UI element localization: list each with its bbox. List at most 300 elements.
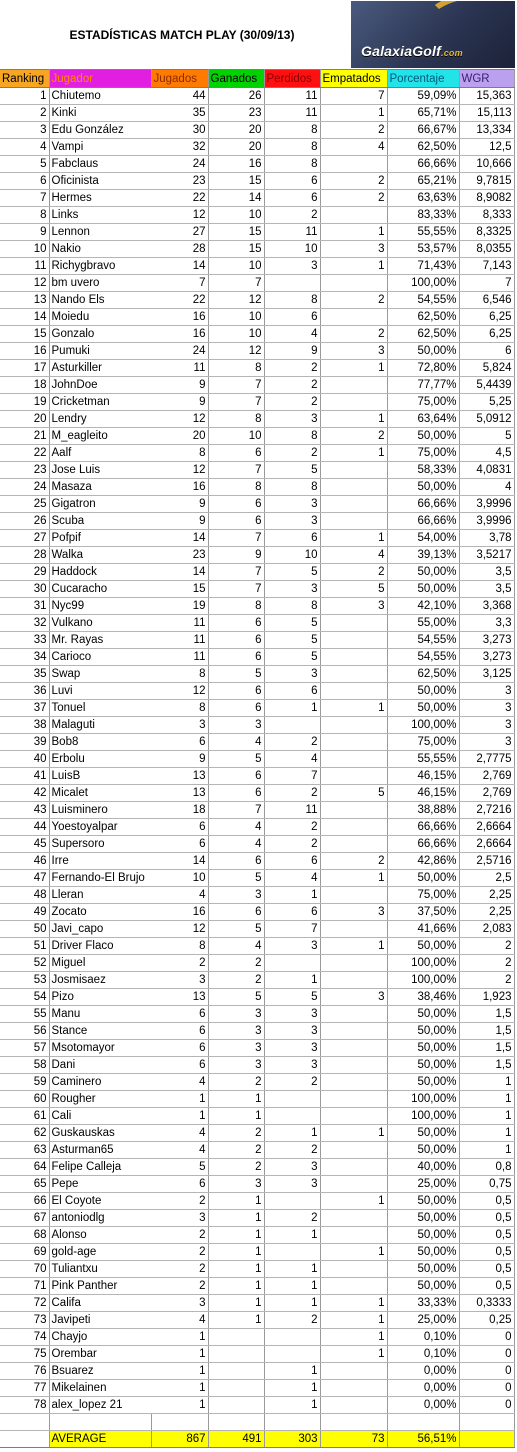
cell-played[interactable]: 16	[151, 904, 208, 921]
cell-played[interactable]: 9	[151, 394, 208, 411]
cell-tied[interactable]	[320, 275, 387, 292]
cell-played[interactable]: 8	[151, 938, 208, 955]
cell-rank[interactable]: 55	[0, 1006, 49, 1023]
cell-won[interactable]: 8	[208, 411, 264, 428]
cell-played[interactable]: 30	[151, 122, 208, 139]
cell-won[interactable]: 6	[208, 683, 264, 700]
cell-lost[interactable]: 1	[264, 1380, 320, 1397]
cell-lost[interactable]: 1	[264, 1261, 320, 1278]
cell-percentage[interactable]: 50,00%	[387, 700, 459, 717]
cell-rank[interactable]: 64	[0, 1159, 49, 1176]
cell-wgr[interactable]: 2	[459, 955, 514, 972]
cell-rank[interactable]: 62	[0, 1125, 49, 1142]
cell-percentage[interactable]: 50,00%	[387, 1193, 459, 1210]
cell-lost[interactable]	[264, 717, 320, 734]
cell-percentage[interactable]: 53,57%	[387, 241, 459, 258]
cell-lost[interactable]: 3	[264, 496, 320, 513]
empty-cell[interactable]	[0, 1414, 49, 1431]
cell-percentage[interactable]: 77,77%	[387, 377, 459, 394]
cell-won[interactable]: 1	[208, 1278, 264, 1295]
cell-won[interactable]: 6	[208, 700, 264, 717]
empty-cell[interactable]	[459, 1414, 514, 1431]
cell-lost[interactable]	[264, 1091, 320, 1108]
cell-won[interactable]: 2	[208, 955, 264, 972]
cell-player[interactable]: Asturkiller	[49, 360, 151, 377]
cell-player[interactable]: Lleran	[49, 887, 151, 904]
cell-tied[interactable]	[320, 1091, 387, 1108]
cell-played[interactable]: 12	[151, 411, 208, 428]
cell-percentage[interactable]: 39,13%	[387, 547, 459, 564]
cell-tied[interactable]: 2	[320, 173, 387, 190]
cell-won[interactable]: 2	[208, 972, 264, 989]
cell-wgr[interactable]: 15,113	[459, 105, 514, 122]
cell-wgr[interactable]: 0,75	[459, 1176, 514, 1193]
cell-lost[interactable]: 11	[264, 88, 320, 105]
cell-played[interactable]: 3	[151, 1295, 208, 1312]
cell-won[interactable]: 4	[208, 819, 264, 836]
cell-tied[interactable]	[320, 1108, 387, 1125]
cell-won[interactable]: 1	[208, 1108, 264, 1125]
cell-won[interactable]: 1	[208, 1210, 264, 1227]
cell-won[interactable]: 15	[208, 241, 264, 258]
cell-tied[interactable]	[320, 1023, 387, 1040]
cell-tied[interactable]	[320, 207, 387, 224]
cell-percentage[interactable]: 100,00%	[387, 1091, 459, 1108]
col-header-lost[interactable]: Perdidos	[264, 70, 320, 88]
cell-tied[interactable]: 2	[320, 122, 387, 139]
cell-rank[interactable]: 53	[0, 972, 49, 989]
cell-tied[interactable]	[320, 1261, 387, 1278]
cell-tied[interactable]: 1	[320, 1329, 387, 1346]
cell-won[interactable]: 6	[208, 632, 264, 649]
cell-rank[interactable]: 23	[0, 462, 49, 479]
cell-lost[interactable]: 1	[264, 972, 320, 989]
cell-won[interactable]: 6	[208, 649, 264, 666]
cell-percentage[interactable]: 50,00%	[387, 1142, 459, 1159]
cell-player[interactable]: Vulkano	[49, 615, 151, 632]
cell-percentage[interactable]: 66,66%	[387, 819, 459, 836]
cell-lost[interactable]: 8	[264, 598, 320, 615]
average-played[interactable]: 867	[151, 1431, 208, 1448]
cell-wgr[interactable]: 3,5217	[459, 547, 514, 564]
cell-wgr[interactable]: 8,3325	[459, 224, 514, 241]
cell-won[interactable]: 3	[208, 1023, 264, 1040]
cell-player[interactable]: Califa	[49, 1295, 151, 1312]
cell-wgr[interactable]: 8,9082	[459, 190, 514, 207]
cell-player[interactable]: Cali	[49, 1108, 151, 1125]
cell-player[interactable]: Micalet	[49, 785, 151, 802]
cell-lost[interactable]	[264, 1244, 320, 1261]
cell-percentage[interactable]: 50,00%	[387, 1125, 459, 1142]
cell-lost[interactable]: 1	[264, 1125, 320, 1142]
cell-wgr[interactable]: 0,5	[459, 1244, 514, 1261]
cell-played[interactable]: 14	[151, 530, 208, 547]
cell-wgr[interactable]: 13,334	[459, 122, 514, 139]
cell-rank[interactable]: 58	[0, 1057, 49, 1074]
cell-played[interactable]: 6	[151, 1023, 208, 1040]
cell-percentage[interactable]: 66,66%	[387, 156, 459, 173]
cell-wgr[interactable]: 2,5716	[459, 853, 514, 870]
cell-won[interactable]: 10	[208, 428, 264, 445]
cell-won[interactable]: 6	[208, 904, 264, 921]
cell-won[interactable]: 1	[208, 1091, 264, 1108]
cell-played[interactable]: 9	[151, 751, 208, 768]
cell-tied[interactable]: 1	[320, 1125, 387, 1142]
cell-wgr[interactable]: 4,5	[459, 445, 514, 462]
cell-tied[interactable]	[320, 955, 387, 972]
cell-lost[interactable]: 6	[264, 190, 320, 207]
cell-tied[interactable]	[320, 1057, 387, 1074]
cell-lost[interactable]: 3	[264, 938, 320, 955]
cell-lost[interactable]: 3	[264, 513, 320, 530]
cell-played[interactable]: 13	[151, 989, 208, 1006]
cell-player[interactable]: Kinki	[49, 105, 151, 122]
cell-played[interactable]: 4	[151, 1074, 208, 1091]
cell-wgr[interactable]: 0,5	[459, 1278, 514, 1295]
cell-won[interactable]: 10	[208, 258, 264, 275]
cell-played[interactable]: 2	[151, 955, 208, 972]
cell-won[interactable]: 3	[208, 1057, 264, 1074]
cell-player[interactable]: Miguel	[49, 955, 151, 972]
cell-player[interactable]: Jose Luis	[49, 462, 151, 479]
cell-player[interactable]: Yoestoyalpar	[49, 819, 151, 836]
col-header-won[interactable]: Ganados	[208, 70, 264, 88]
cell-played[interactable]: 20	[151, 428, 208, 445]
cell-won[interactable]	[208, 1397, 264, 1414]
cell-won[interactable]: 1	[208, 1244, 264, 1261]
cell-tied[interactable]	[320, 1142, 387, 1159]
cell-tied[interactable]	[320, 462, 387, 479]
cell-wgr[interactable]: 2,25	[459, 887, 514, 904]
cell-lost[interactable]: 6	[264, 683, 320, 700]
cell-played[interactable]: 9	[151, 377, 208, 394]
cell-percentage[interactable]: 66,66%	[387, 496, 459, 513]
cell-won[interactable]: 12	[208, 343, 264, 360]
cell-wgr[interactable]: 3,368	[459, 598, 514, 615]
col-header-player[interactable]: Jugador	[49, 70, 151, 88]
cell-wgr[interactable]: 1	[459, 1125, 514, 1142]
cell-tied[interactable]	[320, 683, 387, 700]
cell-rank[interactable]: 25	[0, 496, 49, 513]
cell-played[interactable]: 27	[151, 224, 208, 241]
cell-tied[interactable]	[320, 1006, 387, 1023]
cell-wgr[interactable]: 2,7216	[459, 802, 514, 819]
cell-lost[interactable]: 8	[264, 139, 320, 156]
cell-won[interactable]: 5	[208, 870, 264, 887]
cell-lost[interactable]: 11	[264, 802, 320, 819]
cell-lost[interactable]: 8	[264, 428, 320, 445]
cell-tied[interactable]: 1	[320, 870, 387, 887]
cell-won[interactable]: 1	[208, 1193, 264, 1210]
cell-played[interactable]: 6	[151, 1057, 208, 1074]
cell-percentage[interactable]: 50,00%	[387, 479, 459, 496]
cell-percentage[interactable]: 50,00%	[387, 428, 459, 445]
cell-won[interactable]: 9	[208, 547, 264, 564]
cell-tied[interactable]	[320, 1227, 387, 1244]
cell-played[interactable]: 1	[151, 1091, 208, 1108]
cell-lost[interactable]: 5	[264, 632, 320, 649]
cell-tied[interactable]	[320, 1363, 387, 1380]
cell-percentage[interactable]: 42,86%	[387, 853, 459, 870]
cell-lost[interactable]: 2	[264, 785, 320, 802]
cell-lost[interactable]: 2	[264, 377, 320, 394]
cell-player[interactable]: Nakio	[49, 241, 151, 258]
cell-tied[interactable]	[320, 768, 387, 785]
cell-tied[interactable]	[320, 802, 387, 819]
cell-player[interactable]: Tonuel	[49, 700, 151, 717]
cell-rank[interactable]: 44	[0, 819, 49, 836]
cell-tied[interactable]: 1	[320, 1193, 387, 1210]
cell-tied[interactable]	[320, 751, 387, 768]
cell-rank[interactable]: 32	[0, 615, 49, 632]
cell-percentage[interactable]: 66,66%	[387, 513, 459, 530]
cell-tied[interactable]: 1	[320, 105, 387, 122]
cell-lost[interactable]: 9	[264, 343, 320, 360]
cell-lost[interactable]: 2	[264, 1074, 320, 1091]
cell-percentage[interactable]: 66,67%	[387, 122, 459, 139]
cell-played[interactable]: 24	[151, 343, 208, 360]
cell-percentage[interactable]: 50,00%	[387, 564, 459, 581]
cell-rank[interactable]: 18	[0, 377, 49, 394]
cell-player[interactable]: Gigatron	[49, 496, 151, 513]
cell-rank[interactable]: 33	[0, 632, 49, 649]
cell-played[interactable]: 1	[151, 1363, 208, 1380]
cell-played[interactable]: 6	[151, 819, 208, 836]
cell-rank[interactable]: 20	[0, 411, 49, 428]
cell-player[interactable]: Moiedu	[49, 309, 151, 326]
cell-lost[interactable]: 6	[264, 853, 320, 870]
cell-wgr[interactable]: 5,824	[459, 360, 514, 377]
cell-rank[interactable]: 36	[0, 683, 49, 700]
cell-played[interactable]: 13	[151, 785, 208, 802]
cell-won[interactable]: 1	[208, 1261, 264, 1278]
cell-lost[interactable]: 11	[264, 224, 320, 241]
cell-wgr[interactable]: 1	[459, 1074, 514, 1091]
cell-won[interactable]: 6	[208, 768, 264, 785]
cell-percentage[interactable]: 100,00%	[387, 1108, 459, 1125]
average-label[interactable]: AVERAGE	[49, 1431, 151, 1448]
cell-lost[interactable]: 6	[264, 173, 320, 190]
cell-wgr[interactable]: 1,5	[459, 1057, 514, 1074]
cell-lost[interactable]: 2	[264, 1312, 320, 1329]
cell-rank[interactable]: 5	[0, 156, 49, 173]
cell-won[interactable]: 5	[208, 989, 264, 1006]
cell-rank[interactable]: 21	[0, 428, 49, 445]
cell-rank[interactable]: 7	[0, 190, 49, 207]
cell-wgr[interactable]: 6,546	[459, 292, 514, 309]
cell-player[interactable]: Nyc99	[49, 598, 151, 615]
cell-player[interactable]: M_eagleito	[49, 428, 151, 445]
cell-player[interactable]: antoniodlg	[49, 1210, 151, 1227]
cell-percentage[interactable]: 50,00%	[387, 1244, 459, 1261]
cell-rank[interactable]: 71	[0, 1278, 49, 1295]
cell-percentage[interactable]: 83,33%	[387, 207, 459, 224]
cell-lost[interactable]: 1	[264, 887, 320, 904]
empty-cell[interactable]	[264, 1414, 320, 1431]
cell-wgr[interactable]: 3	[459, 717, 514, 734]
cell-lost[interactable]: 7	[264, 921, 320, 938]
cell-rank[interactable]: 13	[0, 292, 49, 309]
cell-wgr[interactable]: 0,5	[459, 1193, 514, 1210]
cell-tied[interactable]	[320, 479, 387, 496]
cell-played[interactable]: 23	[151, 173, 208, 190]
cell-played[interactable]: 9	[151, 496, 208, 513]
cell-rank[interactable]: 40	[0, 751, 49, 768]
cell-won[interactable]: 10	[208, 326, 264, 343]
cell-wgr[interactable]: 1	[459, 1091, 514, 1108]
cell-played[interactable]: 12	[151, 207, 208, 224]
cell-rank[interactable]: 50	[0, 921, 49, 938]
cell-player[interactable]: Rougher	[49, 1091, 151, 1108]
cell-rank[interactable]: 8	[0, 207, 49, 224]
cell-player[interactable]: Edu González	[49, 122, 151, 139]
cell-played[interactable]: 23	[151, 547, 208, 564]
cell-wgr[interactable]: 3,5	[459, 581, 514, 598]
cell-percentage[interactable]: 40,00%	[387, 1159, 459, 1176]
cell-played[interactable]: 14	[151, 564, 208, 581]
cell-rank[interactable]: 1	[0, 88, 49, 105]
cell-tied[interactable]: 1	[320, 1346, 387, 1363]
cell-player[interactable]: Links	[49, 207, 151, 224]
cell-percentage[interactable]: 25,00%	[387, 1176, 459, 1193]
cell-player[interactable]: LuisB	[49, 768, 151, 785]
cell-wgr[interactable]: 0,8	[459, 1159, 514, 1176]
cell-rank[interactable]: 10	[0, 241, 49, 258]
cell-percentage[interactable]: 59,09%	[387, 88, 459, 105]
cell-rank[interactable]: 66	[0, 1193, 49, 1210]
cell-won[interactable]: 3	[208, 717, 264, 734]
cell-percentage[interactable]: 50,00%	[387, 1210, 459, 1227]
cell-rank[interactable]: 42	[0, 785, 49, 802]
cell-percentage[interactable]: 54,00%	[387, 530, 459, 547]
cell-wgr[interactable]: 0	[459, 1380, 514, 1397]
cell-player[interactable]: Guskauskas	[49, 1125, 151, 1142]
cell-played[interactable]: 10	[151, 870, 208, 887]
cell-lost[interactable]: 2	[264, 836, 320, 853]
cell-lost[interactable]: 3	[264, 258, 320, 275]
cell-played[interactable]: 6	[151, 734, 208, 751]
cell-wgr[interactable]: 2,769	[459, 768, 514, 785]
cell-tied[interactable]	[320, 649, 387, 666]
cell-played[interactable]: 14	[151, 258, 208, 275]
cell-rank[interactable]: 37	[0, 700, 49, 717]
cell-tied[interactable]	[320, 921, 387, 938]
cell-lost[interactable]	[264, 1108, 320, 1125]
cell-rank[interactable]: 45	[0, 836, 49, 853]
cell-percentage[interactable]: 46,15%	[387, 768, 459, 785]
empty-cell[interactable]	[49, 1414, 151, 1431]
cell-player[interactable]: Swap	[49, 666, 151, 683]
cell-percentage[interactable]: 50,00%	[387, 938, 459, 955]
cell-lost[interactable]: 5	[264, 564, 320, 581]
cell-player[interactable]: Chayjo	[49, 1329, 151, 1346]
cell-percentage[interactable]: 75,00%	[387, 887, 459, 904]
cell-percentage[interactable]: 38,88%	[387, 802, 459, 819]
cell-rank[interactable]: 72	[0, 1295, 49, 1312]
cell-rank[interactable]: 35	[0, 666, 49, 683]
cell-tied[interactable]: 7	[320, 88, 387, 105]
cell-rank[interactable]: 19	[0, 394, 49, 411]
cell-percentage[interactable]: 62,50%	[387, 666, 459, 683]
cell-tied[interactable]	[320, 1074, 387, 1091]
cell-wgr[interactable]: 3,273	[459, 632, 514, 649]
cell-rank[interactable]: 38	[0, 717, 49, 734]
cell-wgr[interactable]: 3,5	[459, 564, 514, 581]
cell-tied[interactable]: 4	[320, 139, 387, 156]
cell-player[interactable]: Carioco	[49, 649, 151, 666]
cell-played[interactable]: 2	[151, 1193, 208, 1210]
cell-played[interactable]: 8	[151, 445, 208, 462]
cell-played[interactable]: 22	[151, 292, 208, 309]
cell-played[interactable]: 16	[151, 309, 208, 326]
cell-played[interactable]: 1	[151, 1346, 208, 1363]
cell-wgr[interactable]: 10,666	[459, 156, 514, 173]
cell-player[interactable]: Driver Flaco	[49, 938, 151, 955]
cell-wgr[interactable]: 0	[459, 1346, 514, 1363]
cell-lost[interactable]: 2	[264, 394, 320, 411]
cell-won[interactable]: 26	[208, 88, 264, 105]
cell-rank[interactable]: 43	[0, 802, 49, 819]
cell-won[interactable]: 4	[208, 734, 264, 751]
cell-played[interactable]: 6	[151, 1176, 208, 1193]
cell-won[interactable]: 7	[208, 581, 264, 598]
cell-player[interactable]: Oficinista	[49, 173, 151, 190]
cell-rank[interactable]: 47	[0, 870, 49, 887]
cell-played[interactable]: 15	[151, 581, 208, 598]
cell-lost[interactable]: 4	[264, 326, 320, 343]
cell-tied[interactable]	[320, 734, 387, 751]
cell-player[interactable]: Lennon	[49, 224, 151, 241]
cell-player[interactable]: Asturman65	[49, 1142, 151, 1159]
cell-won[interactable]: 6	[208, 785, 264, 802]
cell-player[interactable]: Dani	[49, 1057, 151, 1074]
cell-player[interactable]: Cucaracho	[49, 581, 151, 598]
col-header-tied[interactable]: Empatados	[320, 70, 387, 88]
cell-wgr[interactable]: 3,273	[459, 649, 514, 666]
cell-rank[interactable]: 68	[0, 1227, 49, 1244]
cell-percentage[interactable]: 0,00%	[387, 1363, 459, 1380]
average-lost[interactable]: 303	[264, 1431, 320, 1448]
cell-rank[interactable]: 22	[0, 445, 49, 462]
cell-percentage[interactable]: 100,00%	[387, 972, 459, 989]
empty-cell[interactable]	[151, 1414, 208, 1431]
cell-played[interactable]: 2	[151, 1244, 208, 1261]
cell-player[interactable]: Pepe	[49, 1176, 151, 1193]
cell-lost[interactable]: 1	[264, 1278, 320, 1295]
cell-percentage[interactable]: 50,00%	[387, 1006, 459, 1023]
cell-player[interactable]: Walka	[49, 547, 151, 564]
cell-played[interactable]: 3	[151, 972, 208, 989]
cell-wgr[interactable]: 8,333	[459, 207, 514, 224]
cell-won[interactable]: 10	[208, 309, 264, 326]
cell-rank[interactable]: 34	[0, 649, 49, 666]
cell-wgr[interactable]: 8,0355	[459, 241, 514, 258]
cell-player[interactable]: Vampi	[49, 139, 151, 156]
cell-played[interactable]: 16	[151, 326, 208, 343]
col-header-percentage[interactable]: Porcentaje	[387, 70, 459, 88]
cell-tied[interactable]	[320, 309, 387, 326]
cell-rank[interactable]: 46	[0, 853, 49, 870]
cell-tied[interactable]	[320, 377, 387, 394]
cell-player[interactable]: Richygbravo	[49, 258, 151, 275]
cell-lost[interactable]: 1	[264, 1397, 320, 1414]
cell-lost[interactable]: 2	[264, 207, 320, 224]
cell-played[interactable]: 28	[151, 241, 208, 258]
cell-wgr[interactable]: 5	[459, 428, 514, 445]
cell-player[interactable]: Alonso	[49, 1227, 151, 1244]
cell-played[interactable]: 1	[151, 1108, 208, 1125]
cell-player[interactable]: Masaza	[49, 479, 151, 496]
